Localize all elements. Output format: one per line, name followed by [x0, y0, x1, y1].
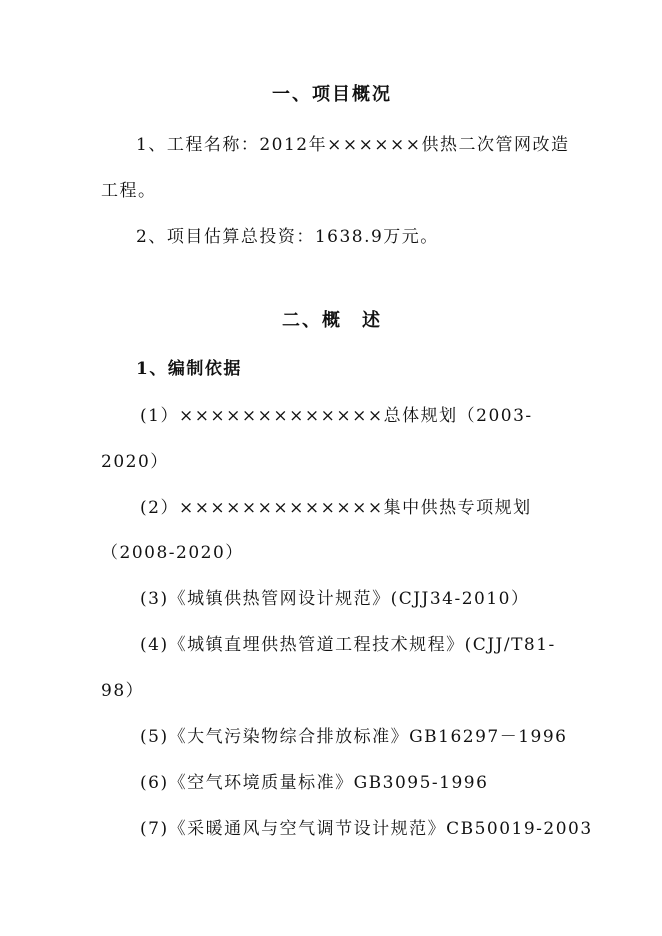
basis-item-2-line-1: (2）×××××××××××××集中供热专项规划: [140, 498, 532, 518]
basis-item-4-line-2: 98）: [101, 681, 145, 701]
basis-item-6: (6)《空气环境质量标准》GB3095-1996: [140, 773, 489, 793]
basis-item-7: (7)《采暖通风与空气调节设计规范》CB50019-2003: [140, 819, 593, 839]
project-name-line-2: 工程。: [101, 181, 157, 201]
basis-item-1-line-2: 2020）: [101, 452, 169, 472]
basis-item-3: (3)《城镇供热管网设计规范》(CJJ34-2010）: [140, 589, 530, 609]
project-investment: 2、项目估算总投资：1638.9万元。: [136, 227, 439, 247]
basis-subtitle: 1、编制依据: [136, 359, 242, 379]
section-2-title: 二、概 述: [282, 310, 382, 331]
section-1-title: 一、项目概况: [272, 84, 392, 105]
basis-item-1-line-1: (1）×××××××××××××总体规划（2003-: [140, 406, 533, 426]
project-name-line-1: 1、工程名称：2012年××××××供热二次管网改造: [136, 135, 570, 155]
basis-item-5: (5)《大气污染物综合排放标准》GB16297－1996: [140, 727, 568, 747]
basis-item-2-line-2: （2008-2020）: [101, 543, 244, 563]
basis-item-4-line-1: (4)《城镇直埋供热管道工程技术规程》(CJJ/T81-: [140, 635, 556, 655]
